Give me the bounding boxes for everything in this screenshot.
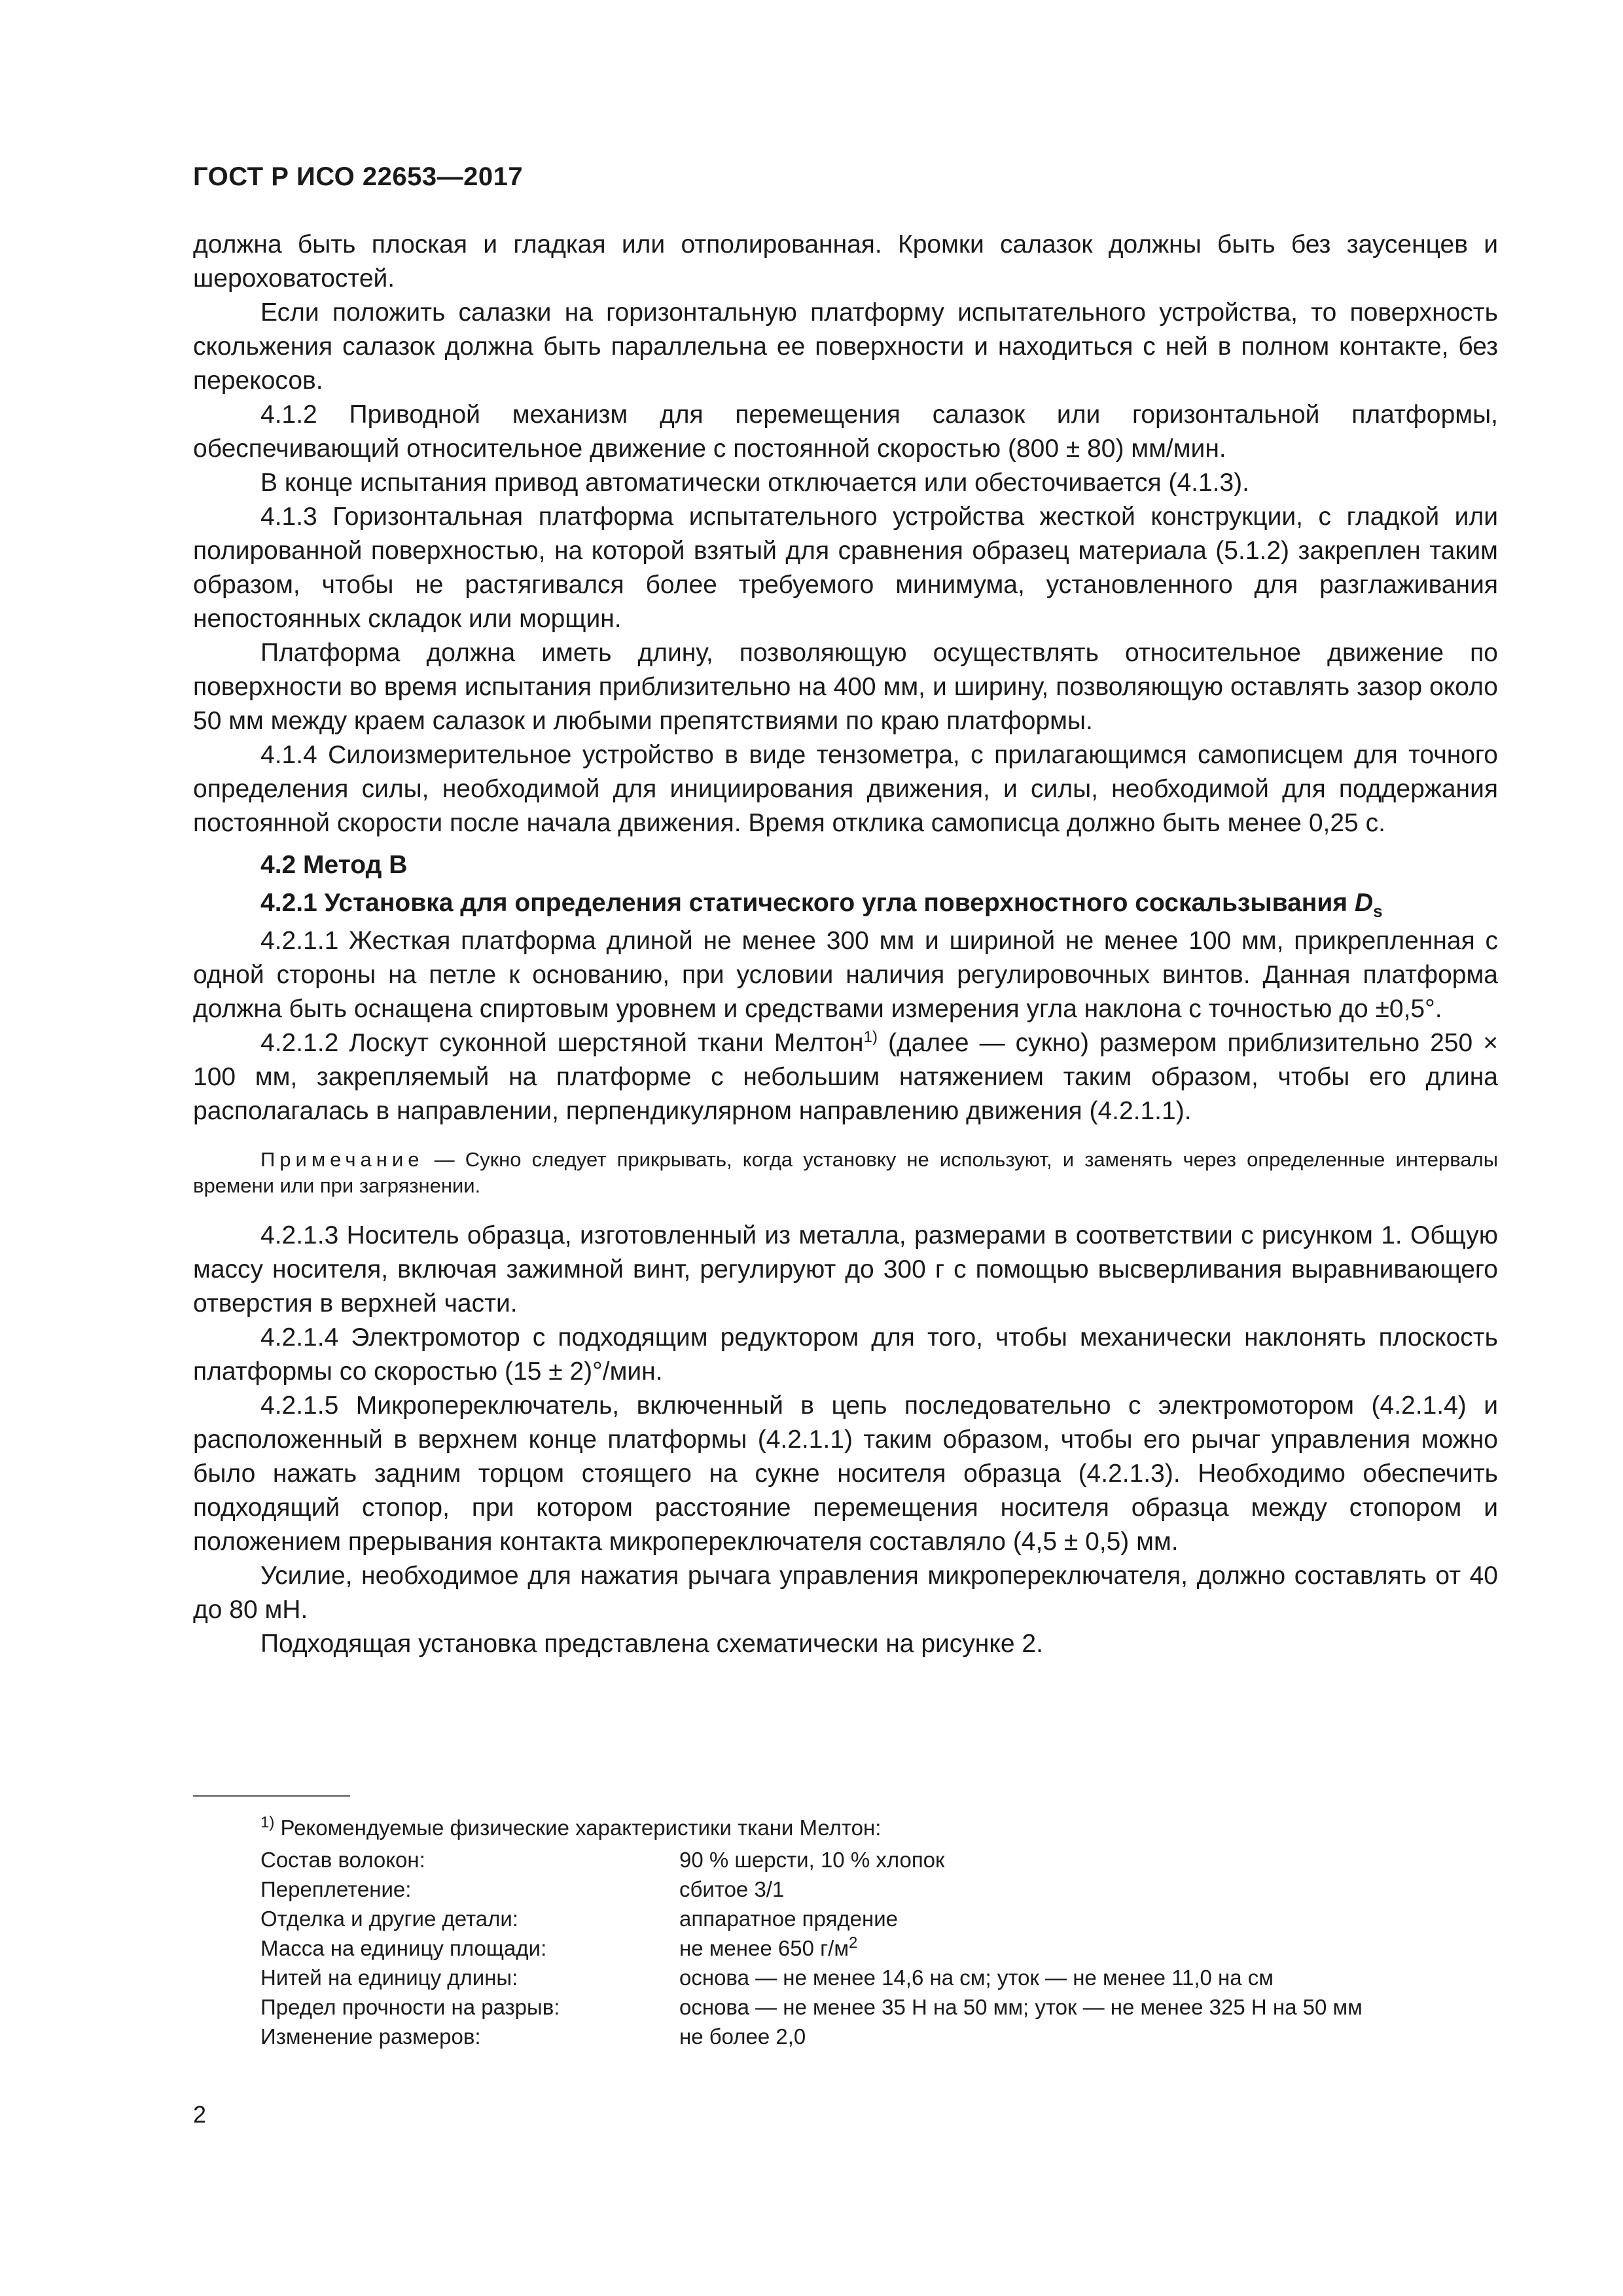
footnote-row [260, 1992, 1504, 2022]
footnote-value: сбитое 3/1 [679, 1877, 785, 1901]
paragraph: Платформа должна иметь длину, позволяющую осуществлять относительное движение по поверхности во время испытания приблизительно на 400 мм, и ширину, позволяющую оставлять зазор около 50 мм между краем салазок и любыми препятствиями по краю платформы. [193, 639, 1498, 735]
footnote-row [260, 1963, 1504, 1992]
footnote-value-wrap [679, 1933, 1504, 1963]
clause-4-2-1-4: 4.2.1.4 Электромотор с подходящим редуктором для того, чтобы механически наклонять плоскость платформы со скоростью (15 ± 2)°/мин. [193, 1323, 1498, 1386]
footnote-value: основа — не менее 14,6 на см; уток — не менее 11,0 на см [679, 1965, 1274, 1990]
paragraph: Усилие, необходимое для нажатия рычага управления микропереключателя, должно составлять от 40 до 80 мН. [193, 1562, 1498, 1624]
footnote-key: Предел прочности на разрыв: [260, 1995, 560, 2019]
footnote-marker: 1) [260, 1814, 275, 1831]
footnote-key: Масса на единицу площади: [260, 1936, 547, 1960]
paragraph: должна быть плоская и гладкая или отполированная. Кромки салазок должны быть без заусенцев и шероховатостей. [193, 230, 1498, 293]
footnote-key: Изменение размеров: [260, 2024, 481, 2049]
footnote-title [260, 1813, 1504, 1842]
footnote-value: основа — не менее 35 Н на 50 мм; уток — не менее 325 Н на 50 мм [679, 1995, 1363, 2019]
footnote-row [260, 1874, 1504, 1904]
heading-symbol-subscript: s [1373, 901, 1383, 921]
footnote-value: 90 % шерсти, 10 % хлопок [679, 1848, 945, 1872]
clause-4-2-1-2 [193, 1026, 1498, 1128]
footnote-key: Состав волокон: [260, 1848, 425, 1872]
clause-4-1-2: 4.1.2 Приводной механизм для перемещения салазок или горизонтальной платформы, обеспечивающий относительное движение с постоянной скоростью (800 ± 80) мм/мин. [193, 401, 1498, 463]
note-text: — Сукно следует прикрывать, когда установку не используют, и заменять через определенные интервалы времени или при загрязнении. [193, 1148, 1498, 1197]
section-heading-4-2-1 [193, 886, 1498, 920]
clause-4-2-1-3: 4.2.1.3 Носитель образца, изготовленный из металла, размерами в соответствии с рисунком 1. Общую массу носителя, включая зажимной винт, регулируют до 300 г с помощью высверливания выравнивающего отверстия в верхней части. [193, 1221, 1498, 1318]
footnote-value: не менее 650 г/м [679, 1936, 849, 1960]
clause-4-2-1-1: 4.2.1.1 Жесткая платформа длиной не менее 300 мм и шириной не менее 100 мм, прикрепленная с одной стороны на петле к основанию, при условии наличия регулировочных винтов. Данная платформа должна быть оснащена спиртовым уровнем и средствами измерения угла наклона с точностью до ±0,5°. [193, 927, 1498, 1023]
footnote-key: Отделка и другие детали: [260, 1907, 518, 1931]
heading-text: 4.2.1 Установка для определения статического угла поверхностного соскальзывания [260, 889, 1355, 917]
footnote-key: Нитей на единицу длины: [260, 1965, 518, 1990]
clause-4-1-4: 4.1.4 Силоизмерительное устройство в виде тензометра, с прилагающимся самописцем для точного определения силы, необходимой для инициирования движения, и силы, необходимой для поддержания постоянной скорости после начала движения. Время отклика самописца должно быть менее 0,25 с. [193, 741, 1498, 837]
footnote-reference[interactable]: 1) [863, 1028, 878, 1046]
note [193, 1147, 1498, 1199]
footnote-row [260, 1904, 1504, 1933]
footnote-row [260, 2022, 1504, 2051]
clause-text: (далее — сукно) размером приблизительно 250 × 100 мм, закрепляемый на платформе с небольшим натяжением таким образом, чтобы его длина располагалась в направлении, перпендикулярном направлению движения (4.2.1.1). [193, 1029, 1499, 1125]
footnote-row [260, 1933, 1504, 1963]
clause-4-1-3: 4.1.3 Горизонтальная платформа испытательного устройства жесткой конструкции, с гладкой или полированной поверхностью, на которой взятый для сравнения образец материала (5.1.2) закреплен таким образом, чтобы не растягивался более требуемого минимума, установленного для разглаживания непостоянных складок или морщин. [193, 503, 1498, 633]
document-body [193, 228, 1498, 1661]
paragraph: Подходящая установка представлена схематически на рисунке 2. [260, 1630, 1043, 1658]
note-label: Примечание [260, 1148, 424, 1171]
paragraph: Если положить салазки на горизонтальную платформу испытательного устройства, то поверхность скольжения салазок должна быть параллельна ее поверхности и находиться с ней в полном контакте, без перекосов. [193, 298, 1498, 395]
page-number: 2 [193, 2101, 207, 2128]
footnote-value: аппаратное прядение [679, 1907, 898, 1931]
heading-symbol: D [1354, 889, 1374, 917]
unit-superscript: 2 [849, 1934, 858, 1952]
section-heading-4-2: 4.2 Метод В [260, 851, 408, 879]
clause-4-2-1-5: 4.2.1.5 Микропереключатель, включенный в цепь последовательно с электромотором (4.2.1.4) и расположенный в верхнем конце платформы (4.2.1.1) таким образом, чтобы его рычаг управления можно было нажать задним торцом стоящего на сукне носителя образца (4.2.1.3). Необходимо обеспечить подходящий стопор, при котором расстояние перемещения носителя образца между стопором и положением прерывания контакта микропереключателя составляло (4,5 ± 0,5) мм. [193, 1391, 1498, 1556]
document-header: ГОСТ Р ИСО 22653—2017 [193, 162, 524, 191]
footnote-row [260, 1845, 1504, 1874]
footnote-key: Переплетение: [260, 1877, 412, 1901]
footnote-title-text: Рекомендуемые физические характеристики ткани Мелтон: [274, 1816, 882, 1840]
footnote-value: не более 2,0 [679, 2024, 806, 2049]
footnote-divider [193, 1795, 350, 1797]
clause-text: 4.2.1.2 Лоскут суконной шерстяной ткани Мелтон [260, 1029, 864, 1057]
footnote [260, 1813, 1504, 2051]
paragraph: В конце испытания привод автоматически отключается или обесточивается (4.1.3). [260, 469, 1250, 497]
